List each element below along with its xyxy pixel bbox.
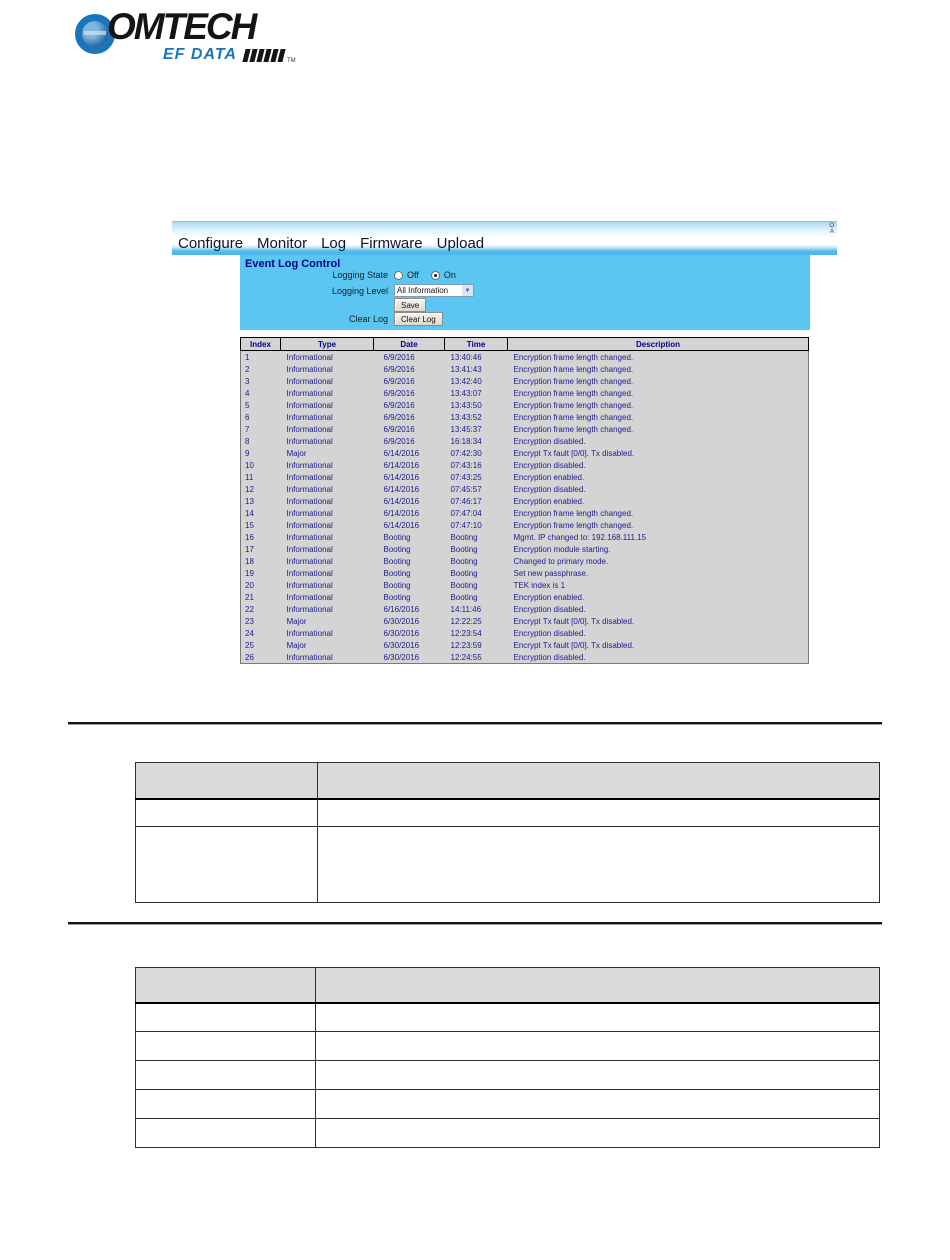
cell-description: Encryption disabled.	[513, 460, 586, 470]
cell-index: 4	[245, 388, 250, 398]
logging-state-off-radio[interactable]	[394, 271, 403, 280]
cell-time: 13:41:43	[450, 364, 482, 374]
cell-date: Booting	[383, 568, 411, 578]
event-log-row	[241, 387, 809, 399]
cell-date: Booting	[383, 556, 411, 566]
cell-description: TEK index is 1	[513, 580, 566, 590]
cell-index: 16	[245, 532, 254, 542]
event-log-row	[241, 615, 809, 627]
cell-description: Encrypt Tx fault [0/0]. Tx disabled.	[513, 640, 635, 650]
cell-index: 18	[245, 556, 254, 566]
cell-time: 13:40:46	[450, 352, 482, 362]
cell-time: Booting	[450, 568, 478, 578]
logging-state-row	[240, 270, 464, 280]
menu-bar	[172, 221, 837, 255]
cell-index: 25	[245, 640, 254, 650]
cell-type: Informational	[286, 388, 333, 398]
cell-description: Encryption disabled.	[513, 628, 586, 638]
cell-index: 7	[245, 424, 250, 434]
cell-description: Encryption disabled.	[513, 652, 586, 662]
cell-description: Encryption frame length changed.	[513, 388, 634, 398]
cell-description: Encrypt Tx fault [0/0]. Tx disabled.	[513, 616, 635, 626]
cell-type: Informational	[286, 436, 333, 446]
cell-index: 10	[245, 460, 254, 470]
cell-time: 12:23:59	[450, 640, 482, 650]
cell-index: 6	[245, 412, 250, 422]
cell-description: Encryption frame length changed.	[513, 424, 634, 434]
column-header: Date	[374, 338, 445, 351]
column-header: Time	[445, 338, 508, 351]
event-log-row	[241, 507, 809, 519]
menu-item[interactable]: Upload	[436, 235, 485, 252]
cell-description: Encryption frame length changed.	[513, 364, 634, 374]
cell-date: 6/14/2016	[383, 460, 420, 470]
clear-log-button[interactable]: Clear Log	[394, 312, 443, 326]
cell-type: Informational	[286, 424, 333, 434]
logging-state-label: Logging State	[332, 270, 388, 280]
event-log-row	[241, 651, 809, 664]
horizontal-rule	[68, 722, 882, 724]
logging-level-row	[240, 284, 474, 297]
cell-date: 6/30/2016	[383, 640, 420, 650]
cell-time: 12:23:54	[450, 628, 482, 638]
event-log-row	[241, 627, 809, 639]
logging-state-off-label: Off	[407, 270, 419, 280]
cell-description: Set new passphrase.	[513, 568, 589, 578]
cell-description: Encrypt Tx fault [0/0]. Tx disabled.	[513, 448, 635, 458]
cell-date: 6/9/2016	[383, 388, 415, 398]
cell-time: 07:42:30	[450, 448, 482, 458]
cell-time: Booting	[450, 592, 478, 602]
cell-description: Encryption frame length changed.	[513, 352, 634, 362]
event-log-row	[241, 543, 809, 555]
cell-date: 6/9/2016	[383, 376, 415, 386]
logo-bars-icon	[244, 49, 284, 62]
cell-date: Booting	[383, 544, 411, 554]
cell-time: 13:42:40	[450, 376, 482, 386]
cell-type: Informational	[286, 484, 333, 494]
logging-state-on-label: On	[443, 270, 456, 280]
cell-time: 07:45:57	[450, 484, 482, 494]
doc-table-2-header-col2	[316, 968, 880, 1003]
cell-index: 13	[245, 496, 254, 506]
cell-type: Informational	[286, 364, 333, 374]
event-log-row	[241, 423, 809, 435]
cell-time: 14:11:46	[450, 604, 482, 614]
cell-description: Encryption frame length changed.	[513, 508, 634, 518]
cell-type: Informational	[286, 460, 333, 470]
main-menu	[178, 235, 484, 252]
cell-time: Booting	[450, 532, 478, 542]
cell-date: 6/30/2016	[383, 616, 420, 626]
doc-table-2-header-col1	[136, 968, 316, 1003]
cell-type: Informational	[286, 400, 333, 410]
cell-index: 21	[245, 592, 254, 602]
event-log-row	[241, 603, 809, 615]
cell-index: 23	[245, 616, 254, 626]
event-log-row	[241, 591, 809, 603]
cell-date: 6/9/2016	[383, 352, 415, 362]
event-log-row	[241, 435, 809, 447]
cell-type: Informational	[286, 412, 333, 422]
cell-description: Mgmt. IP changed to: 192.168.111.15	[513, 532, 647, 542]
cell-description: Encryption disabled.	[513, 436, 586, 446]
event-log-row	[241, 483, 809, 495]
cell-time: 07:43:16	[450, 460, 482, 470]
cell-type: Major	[286, 616, 307, 626]
clear-log-label: Clear Log	[348, 314, 388, 324]
cell-type: Informational	[286, 508, 333, 518]
cell-description: Changed to primary mode.	[513, 556, 609, 566]
event-log-table	[240, 337, 809, 664]
cell-index: 26	[245, 652, 254, 662]
cell-index: 5	[245, 400, 250, 410]
cell-date: Booting	[383, 532, 411, 542]
event-log-row	[241, 375, 809, 387]
cell-type: Informational	[286, 532, 333, 542]
event-log-row	[241, 363, 809, 375]
doc-table-1-header-col1	[136, 763, 318, 799]
cell-date: 6/9/2016	[383, 400, 415, 410]
cell-date: 6/14/2016	[383, 520, 420, 530]
event-log-row	[241, 399, 809, 411]
cell-time: 12:24:55	[450, 652, 482, 662]
event-log-row	[241, 579, 809, 591]
menu-item[interactable]: Monitor	[257, 235, 308, 252]
cell-description: Encryption enabled.	[513, 496, 585, 506]
cell-date: 6/30/2016	[383, 652, 420, 662]
cell-type: Informational	[286, 652, 333, 662]
cell-description: Encryption frame length changed.	[513, 376, 634, 386]
comtech-ef-data-logo	[75, 6, 305, 68]
cell-index: 3	[245, 376, 250, 386]
cell-index: 20	[245, 580, 254, 590]
menu-item[interactable]: Configure	[178, 235, 244, 252]
event-log-header-row	[241, 338, 809, 351]
panel-title: Event Log Control	[245, 258, 341, 270]
cell-time: 13:45:37	[450, 424, 482, 434]
cell-date: 6/14/2016	[383, 472, 420, 482]
cell-index: 2	[245, 364, 250, 374]
sub-brand-text: EF DATA	[163, 46, 237, 63]
cell-description: Encryption module starting.	[513, 544, 611, 554]
cell-index: 15	[245, 520, 254, 530]
cell-date: 6/14/2016	[383, 484, 420, 494]
cell-date: Booting	[383, 580, 411, 590]
event-log-row	[241, 459, 809, 471]
cell-description: Encryption disabled.	[513, 604, 586, 614]
cell-date: 6/30/2016	[383, 628, 420, 638]
event-log-control-panel	[240, 255, 810, 330]
web-ui-screenshot	[172, 221, 837, 662]
cell-type: Informational	[286, 544, 333, 554]
cell-type: Informational	[286, 604, 333, 614]
event-log-row	[241, 495, 809, 507]
cell-description: Encryption disabled.	[513, 484, 586, 494]
cell-time: 16:18:34	[450, 436, 482, 446]
cell-type: Informational	[286, 580, 333, 590]
event-log-row	[241, 639, 809, 651]
event-log-row	[241, 411, 809, 423]
cell-type: Informational	[286, 592, 333, 602]
cell-date: Booting	[383, 592, 411, 602]
cell-time: 07:46:17	[450, 496, 482, 506]
event-log-row	[241, 447, 809, 459]
logging-state-on-radio[interactable]	[431, 271, 440, 280]
cell-date: 6/14/2016	[383, 508, 420, 518]
event-log-row	[241, 531, 809, 543]
cell-time: 13:43:52	[450, 412, 482, 422]
cell-time: Booting	[450, 544, 478, 554]
cell-index: 19	[245, 568, 254, 578]
menu-item[interactable]: Firmware	[360, 235, 423, 252]
cell-type: Informational	[286, 628, 333, 638]
cell-description: Encryption frame length changed.	[513, 520, 634, 530]
cell-index: 24	[245, 628, 254, 638]
cell-time: 07:47:04	[450, 508, 482, 518]
cell-time: 12:22:25	[450, 616, 482, 626]
event-log-row	[241, 471, 809, 483]
event-log-row	[241, 567, 809, 579]
cell-date: 6/9/2016	[383, 436, 415, 446]
cell-index: 8	[245, 436, 250, 446]
cell-type: Informational	[286, 352, 333, 362]
column-header: Index	[241, 338, 281, 351]
cell-date: 6/9/2016	[383, 364, 415, 374]
cell-time: 07:43:25	[450, 472, 482, 482]
column-header: Type	[281, 338, 374, 351]
horizontal-rule	[68, 922, 882, 924]
cell-type: Major	[286, 640, 307, 650]
cell-type: Informational	[286, 472, 333, 482]
cell-date: 6/14/2016	[383, 448, 420, 458]
cell-index: 12	[245, 484, 254, 494]
logging-level-label: Logging Level	[331, 285, 388, 296]
cell-index: 14	[245, 508, 254, 518]
cell-index: 1	[245, 352, 250, 362]
cell-index: 9	[245, 448, 250, 458]
clear-log-row	[240, 312, 443, 326]
cell-type: Major	[286, 448, 307, 458]
menu-item[interactable]: Log	[321, 235, 347, 252]
cell-time: Booting	[450, 556, 478, 566]
event-log-row	[241, 555, 809, 567]
cell-time: 13:43:07	[450, 388, 482, 398]
cell-type: Informational	[286, 376, 333, 386]
event-log-row	[241, 351, 809, 364]
doc-table-1-header-col2	[318, 763, 880, 799]
logging-level-select[interactable]	[394, 284, 474, 297]
logging-level-value: All Information	[397, 286, 449, 295]
cell-description: Encryption enabled.	[513, 472, 585, 482]
doc-table-2	[135, 967, 880, 1148]
cell-index: 17	[245, 544, 254, 554]
doc-table-1	[135, 762, 880, 903]
cell-description: Encryption frame length changed.	[513, 412, 634, 422]
cell-date: 6/16/2016	[383, 604, 420, 614]
chevron-down-icon: ▼	[462, 285, 473, 296]
cell-type: Informational	[286, 568, 333, 578]
cell-time: Booting	[450, 580, 478, 590]
corner-artifact: O A	[829, 223, 834, 235]
cell-date: 6/9/2016	[383, 424, 415, 434]
cell-type: Informational	[286, 556, 333, 566]
brand-text: OMTECH	[107, 6, 256, 47]
cell-type: Informational	[286, 496, 333, 506]
save-button[interactable]: Save	[394, 298, 426, 312]
trademark-symbol: TM	[286, 58, 296, 64]
column-header: Description	[508, 338, 809, 351]
event-log-row	[241, 519, 809, 531]
cell-index: 11	[245, 472, 254, 482]
cell-index: 22	[245, 604, 254, 614]
cell-description: Encryption enabled.	[513, 592, 585, 602]
cell-date: 6/9/2016	[383, 412, 415, 422]
cell-type: Informational	[286, 520, 333, 530]
cell-time: 13:43:50	[450, 400, 482, 410]
save-row	[240, 298, 426, 312]
cell-time: 07:47:10	[450, 520, 482, 530]
cell-date: 6/14/2016	[383, 496, 420, 506]
cell-description: Encryption frame length changed.	[513, 400, 634, 410]
